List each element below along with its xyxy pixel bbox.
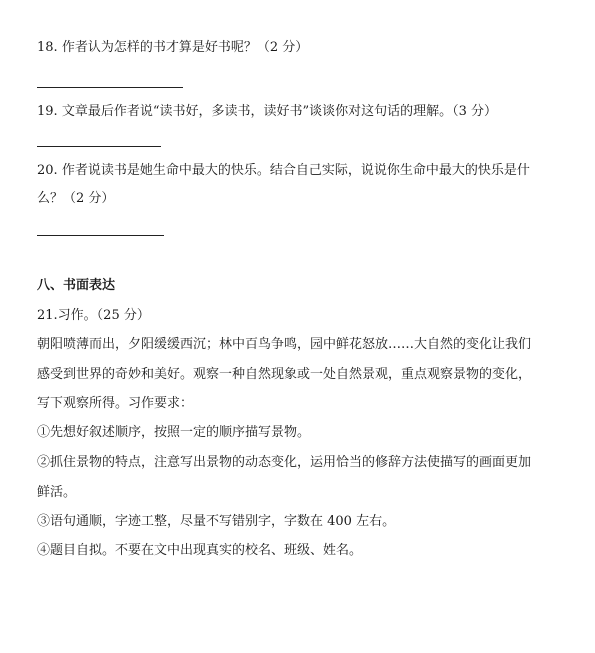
question-text: 作者说读书是她生命中最大的快乐。结合自己实际，说说你生命中最大的快乐是什 — [61, 163, 530, 178]
question-19 — [37, 104, 497, 120]
answer-line-20 — [37, 235, 164, 236]
question-20-line-2 — [37, 191, 114, 207]
item-title: 21.习作。（25 分） — [37, 308, 150, 323]
question-number: 19. — [37, 104, 58, 119]
prompt-line-2: 感受到世界的奇妙和美好。观察一种自然现象或一处自然景观，重点观察景物的变化， — [37, 367, 532, 382]
question-text: 么？（2 分） — [37, 191, 115, 206]
requirement-2-continued: 鲜活。 — [37, 485, 77, 500]
prompt-line-3: 写下观察所得。习作要求： — [37, 396, 194, 411]
question-number: 20. — [37, 163, 58, 178]
requirement-4: ④题目自拟。不要在文中出现真实的校名、班级、姓名。 — [37, 543, 363, 558]
question-text: 作者认为怎样的书才算是好书呢？（2 分） — [61, 40, 309, 55]
requirement-1: ①先想好叙述顺序，按照一定的顺序描写景物。 — [37, 425, 311, 440]
section-heading: 八、书面表达 — [37, 278, 116, 293]
prompt-line-1: 朝阳喷薄而出，夕阳缓缓西沉；林中百鸟争鸣，园中鲜花怒放……大自然的变化让我们 — [37, 337, 532, 352]
question-text: 文章最后作者说“读书好，多读书，读好书”谈谈你对这句话的理解。（3 分） — [61, 104, 498, 119]
answer-line-19 — [37, 146, 161, 147]
answer-line-18 — [37, 87, 183, 88]
question-18 — [37, 40, 308, 56]
requirement-2: ②抓住景物的特点，注意写出景物的动态变化，运用恰当的修辞方法使描写的画面更加 — [37, 455, 532, 470]
question-number: 18. — [37, 40, 58, 55]
question-20 — [37, 163, 530, 179]
requirement-3: ③语句通顺，字迹工整，尽量不写错别字，字数在 400 左右。 — [37, 514, 396, 529]
